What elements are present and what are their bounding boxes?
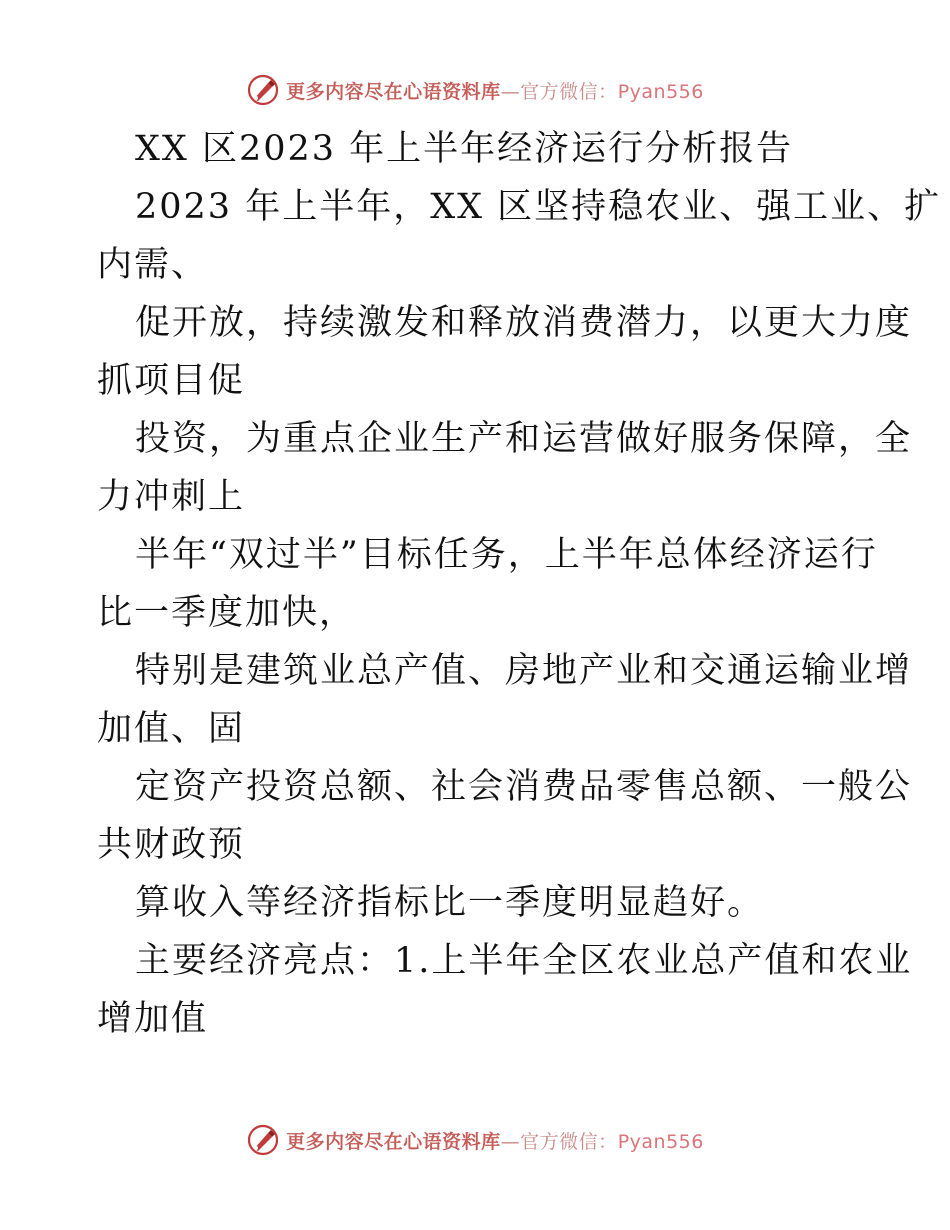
document-line: 抓项目促: [97, 361, 246, 401]
document-line: 特别是建筑业总产值、房地产业和交通运输业增: [135, 651, 913, 691]
document-line: 定资产投资总额、社会消费品零售总额、一般公: [135, 767, 913, 807]
document-line: 增加值: [97, 999, 209, 1039]
pen-circle-logo-icon: [246, 73, 280, 107]
watermark-text: [286, 77, 704, 104]
watermark-separator: —: [500, 1130, 521, 1153]
document-line: 加值、固: [97, 709, 246, 749]
document-line: 共财政预: [97, 825, 246, 865]
watermark-official: 官方微信：: [520, 1130, 618, 1153]
watermark-wechat-id: Pyan556: [617, 80, 704, 103]
document-line: 算收入等经济指标比一季度明显趋好。: [135, 883, 765, 923]
footer-watermark: [0, 1120, 950, 1160]
watermark-separator: —: [500, 80, 521, 103]
header-watermark: [0, 70, 950, 110]
document-line: 2023 年上半年，XX 区坚持稳农业、强工业、扩: [135, 187, 942, 227]
document-line: 比一季度加快，: [97, 593, 357, 633]
watermark-official: 官方微信：: [520, 80, 618, 103]
document-body: [97, 120, 942, 1048]
document-line: 主要经济亮点：1.上半年全区农业总产值和农业: [135, 941, 913, 981]
document-line: 内需、: [97, 245, 209, 285]
document-title: XX 区2023 年上半年经济运行分析报告: [135, 129, 794, 169]
watermark-brand: 更多内容尽在心语资料库: [286, 80, 501, 103]
document-line: 半年“双过半”目标任务，上半年总体经济运行: [135, 535, 878, 575]
watermark-text: [286, 1127, 704, 1154]
pen-circle-logo-icon: [246, 1123, 280, 1157]
watermark-wechat-id: Pyan556: [617, 1130, 704, 1153]
document-line: 投资，为重点企业生产和运营做好服务保障，全: [135, 419, 913, 459]
watermark-brand: 更多内容尽在心语资料库: [286, 1130, 501, 1153]
document-line: 促开放，持续激发和释放消费潜力，以更大力度: [135, 303, 913, 343]
document-line: 力冲刺上: [97, 477, 246, 517]
